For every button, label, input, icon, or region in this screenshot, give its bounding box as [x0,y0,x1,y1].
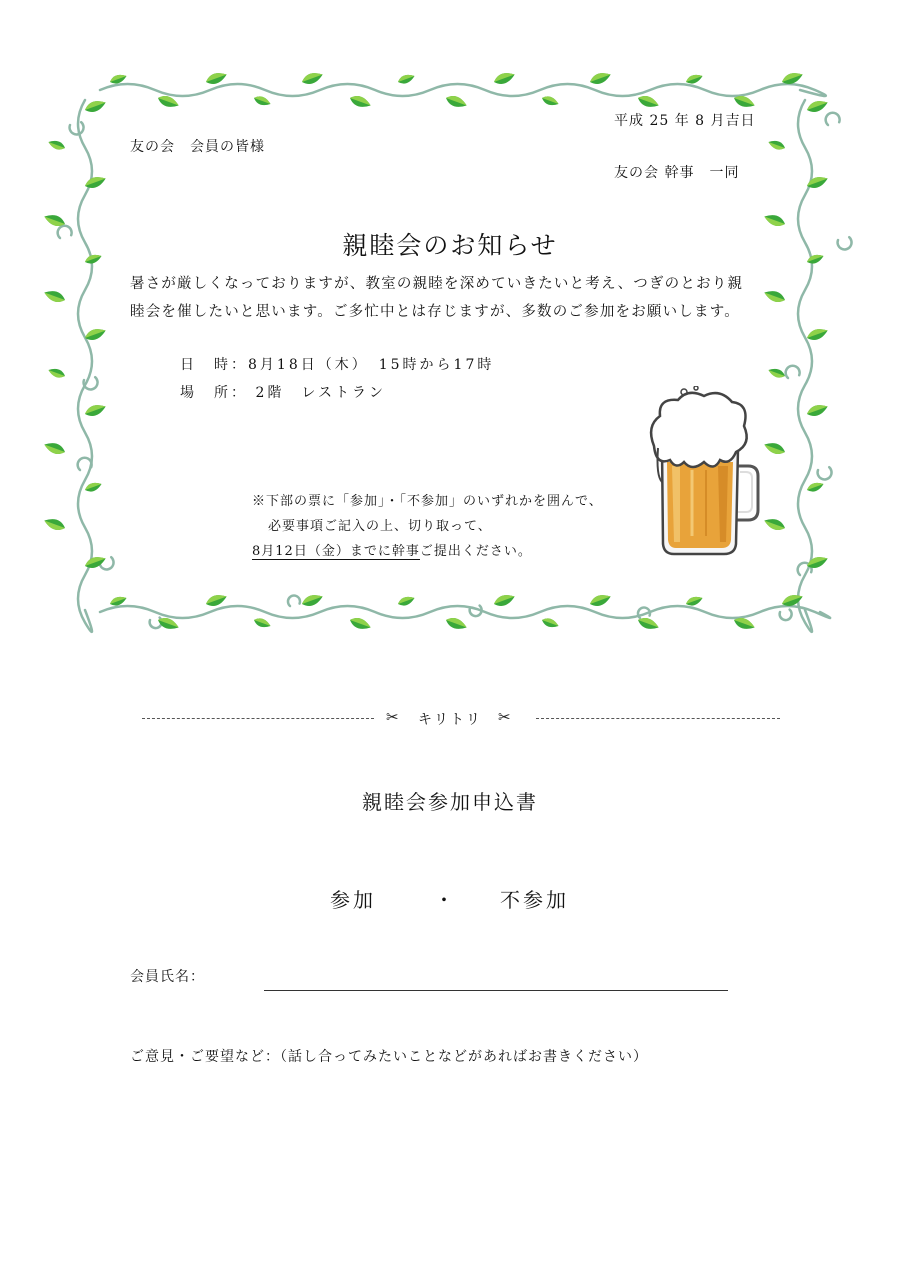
comment-label: ご意見・ご要望など：（話し合ってみたいことなどがあればお書きください） [130,1049,648,1065]
leaf-icon [43,288,67,305]
leaf-icon [348,93,372,110]
option-attend[interactable]: 参加 [330,888,376,912]
leaf-icon [763,440,787,457]
leaf-icon [805,402,829,419]
leaf-icon [805,98,829,115]
datetime-value: 8月18日（木） 15時から17時 [248,357,495,373]
leaf-icon [763,516,787,533]
leaf-icon [300,592,324,609]
leaf-icon [43,516,67,533]
place-value: 2階 レストラン [255,385,386,401]
leaf-icon [47,138,66,152]
leaf-icon [43,440,67,457]
name-label: 会員氏名： [130,969,205,985]
cut-line [0,708,900,730]
note-line-3 [252,540,532,559]
leaf-icon [767,366,786,380]
leaf-icon [83,98,107,115]
leaf-icon [83,174,107,191]
leaf-icon [47,366,66,380]
leaf-icon [636,93,660,110]
leaf-icon [84,480,103,494]
cut-label: キリトリ [418,712,482,728]
leaf-icon [300,70,324,87]
cut-dash-left [142,718,374,719]
beer-mug-icon [640,386,765,558]
leaf-icon [588,592,612,609]
leaf-icon [253,616,272,630]
datetime-label: 日 時： [180,357,248,373]
name-input-line[interactable] [264,990,728,991]
detail-place [180,382,386,402]
sender: 友の会 幹事 一同 [614,165,740,181]
body-line-1: 暑さが厳しくなっておりますが、教室の親睦を深めていきたいと考え、つぎのとおり親 [130,276,744,292]
leaf-icon [763,288,787,305]
leaf-icon [253,94,272,108]
leaf-icon [397,594,416,608]
leaf-icon [588,70,612,87]
deadline-rest: ご提出ください。 [419,544,532,559]
option-absent[interactable]: 不参加 [500,888,569,912]
leaf-icon [541,616,560,630]
leaf-icon [83,402,107,419]
scissors-icon: ✂ [498,708,511,726]
leaf-icon [492,70,516,87]
leaf-icon [767,138,786,152]
leaf-icon [348,615,372,632]
note-line-1: ※下部の票に「参加」・「不参加」のいずれかを囲んで、 [252,494,603,509]
cut-dash-right [536,718,780,719]
note-line-2: 必要事項ご記入の上、切り取って、 [268,519,492,534]
leaf-icon [492,592,516,609]
notice-title: 親睦会のお知らせ [342,231,558,260]
scissors-icon: ✂ [386,708,399,726]
leaf-icon [397,72,416,86]
place-label: 場 所： [180,385,248,401]
detail-datetime [180,354,494,374]
recipient: 友の会 会員の皆様 [130,139,265,155]
leaf-icon [444,93,468,110]
option-separator: ・ [434,888,457,912]
body-line-2: 睦会を催したいと思います。ご多忙中とは存じますが、多数のご参加をお願いします。 [130,304,740,320]
leaf-icon [805,326,829,343]
leaf-icon [444,615,468,632]
form-title: 親睦会参加申込書 [362,790,538,814]
leaf-icon [541,94,560,108]
notice-date: 平成 25 年 8 月吉日 [614,113,756,129]
deadline-underlined: 8月12日（金）までに幹事 [252,544,420,559]
leaf-icon [806,480,825,494]
